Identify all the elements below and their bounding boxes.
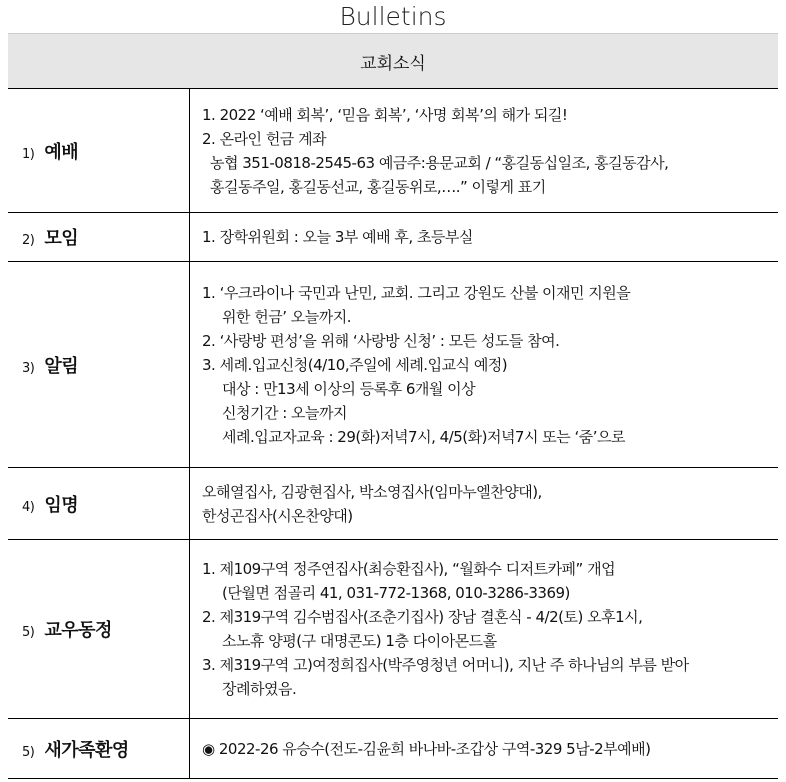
row-number: 2) [22,233,35,248]
table-row [8,213,778,262]
line: 1. 제109구역 정주연집사(최승환집사), “월화수 디저트카페” 개업 [202,560,616,578]
line: 대상 : 만13세 이상의 등록후 6개월 이상 [222,379,476,398]
line: 세례.입교자교육 : 29(화)저녁7시, 4/5(화)저녁7시 또는 ‘줌’으로 [222,427,625,446]
table-row [8,262,778,468]
line: 1. 2022 ‘예배 회복’, ‘믿음 회복’, ‘사명 회복’의 해가 되길! [202,105,568,124]
table-row [8,468,778,540]
line: 홍길동주일, 홍길동선교, 홍길동위로,….” 이렇게 표기 [210,177,546,196]
table-row [8,540,778,719]
line: 2. ‘사랑방 편성’을 위해 ‘사랑방 신청’ : 모든 성도들 참여. [202,331,560,350]
page-title: Bulletins [339,2,447,31]
line: 농협 351-0818-2545-63 예금주:용문교회 / “홍길동십일조, 홍길동감사, [210,153,669,172]
row-number: 3) [22,360,35,376]
row-label: 임명 [44,494,79,516]
row-number: 5) [22,744,35,760]
table-row [8,89,778,213]
line: 2. 온라인 헌금 계좌 [202,129,327,148]
line: 한성곤집사(시온찬양대) [202,506,353,525]
row-number: 4) [22,499,35,515]
line: 오해열집사, 김광현집사, 박소영집사(임마누엘찬양대), [202,482,542,501]
row-label: 예배 [44,141,79,163]
line: 장례하였음. [222,680,297,698]
line: 3. 제319구역 고)여정희집사(박주영청년 어머니), 지난 주 하나님의 부름 받아 [202,656,689,674]
table-header: 교회소식 [8,34,778,89]
line: 1. ‘우크라이나 국민과 난민, 교회. 그리고 강원도 산불 이재민 지원을 [202,283,631,302]
line: (단월면 점골리 41, 031-772-1368, 010-3286-3369) [222,584,570,602]
row-label: 모임 [44,228,79,249]
line: 2. 제319구역 김수범집사(조춘기집사) 장남 결혼식 - 4/2(토) 오후1시, [202,608,643,626]
table-row [8,719,778,779]
line: 신청기간 : 오늘까지 [222,403,348,422]
row-number: 1) [22,146,35,162]
line: ◉ 2022-26 유승수(전도-김윤희 바나바-조갑상 구역-329 5남-2부예배) [202,739,651,758]
line: 소노휴 양평(구 대명콘도) 1층 다이아몬드홀 [222,632,497,650]
row-number: 5) [22,625,35,640]
bulletin-table [8,33,778,779]
line: 1. 장학위원회 : 오늘 3부 예배 후, 초등부실 [202,228,473,246]
line: 위한 헌금’ 오늘까지. [222,307,351,326]
row-label: 알림 [44,355,79,377]
row-label: 교우동정 [44,620,112,641]
line: 3. 세례.입교신청(4/10,주일에 세례.입교식 예정) [202,355,508,374]
row-label: 새가족환영 [44,739,129,761]
